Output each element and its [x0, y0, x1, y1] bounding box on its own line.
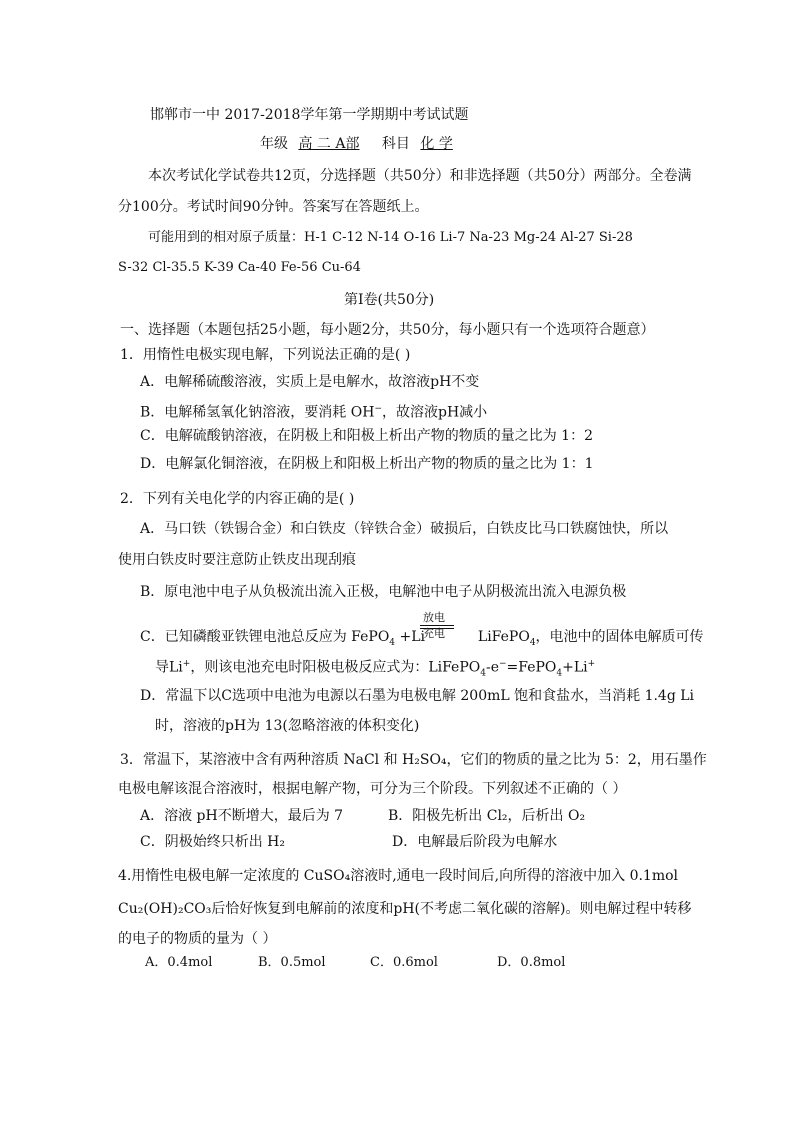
q4-option-c: C．0.6mol — [370, 955, 438, 970]
grade-subject-line — [260, 134, 453, 154]
q4-stem-line-1: 4.用惰性电极电解一定浓度的 CuSO₄溶液时,通电一段时间后,向所得的溶液中加入 0.1mol — [118, 868, 679, 884]
q3-option-c: C．阴极始终只析出 H₂ — [140, 834, 285, 850]
q1-option-a: A．电解稀硫酸溶液，实质上是电解水，故溶液pH不变 — [140, 374, 480, 390]
q4-stem-line-3: 的电子的物质的量为（ ） — [118, 931, 277, 947]
q1-option-d: D．电解氯化铜溶液，在阴极上和阳极上析出产物的物质的量之比为 1：1 — [140, 456, 594, 472]
grade-value: 高 二 A部 — [298, 136, 360, 152]
q2-option-c-line-2: 导Li+，则该电池充电时阳极电极反应式为：LiFePO$_4$-e−=FePO$_4$+Li+ — [155, 659, 596, 679]
q3-option-b: B．阳极先析出 Cl₂，后析出 O₂ — [388, 808, 586, 824]
q3-stem-line-2: 电极电解该混合溶液时，根据电解产物，可分为三个阶段。下列叙述不正确的（ ） — [118, 781, 627, 797]
q1-stem: 1．用惰性电极实现电解，下列说法正确的是( ) — [120, 347, 411, 363]
atomic-mass-line-1: 可能用到的相对原子质量：H-1 C-12 N-14 O-16 Li-7 Na-23 Mg-24 Al-27 Si-28 — [148, 230, 633, 245]
section-instruction: 一、选择题（本题包括25小题，每小题2分，共50分，每小题只有一个选项符合题意） — [120, 322, 655, 338]
q2-option-b: B．原电池中电子从负极流出流入正极，电解池中电子从阴极流出流入电源负极 — [140, 584, 627, 600]
q2-option-a-line-1: A．马口铁（铁锡合金）和白铁皮（锌铁合金）破损后，白铁皮比马口铁腐蚀快，所以 — [140, 521, 669, 537]
q4-option-b: B．0.5mol — [258, 955, 326, 970]
q3-option-d: D．电解最后阶段为电解水 — [392, 834, 558, 850]
q4-stem-line-2: Cu₂(OH)₂CO₃后恰好恢复到电解前的浓度和pH(不考虑二氧化碳的溶解)。则电解过程中转移 — [118, 901, 692, 917]
subject-value: 化 学 — [420, 136, 453, 152]
subject-label: 科目 — [381, 136, 410, 152]
exam-title: 邯郸市一中 2017-2018学年第一学期期中考试试题 — [150, 107, 469, 123]
q2-option-d-line-2: 时，溶液的pH为 13(忽略溶液的体积变化) — [155, 718, 420, 734]
q1-option-c: C．电解硫酸钠溶液，在阴极上和阳极上析出产物的物质的量之比为 1：2 — [140, 428, 593, 444]
q1-option-b: B．电解稀氢氧化钠溶液，要消耗 OH−，故溶液pH减小 — [140, 404, 488, 421]
q2-option-c-line-1: C．已知磷酸亚铁锂电池总反应为 FePO$_4$ +Li LiFePO$_4$，电池中的固体电解质可传 — [140, 629, 704, 648]
intro-line-1: 本次考试化学试卷共12页，分选择题（共50分）和非选择题（共50分）两部分。全卷满 — [148, 168, 692, 184]
q3-stem-line-1: 3．常温下，某溶液中含有两种溶质 NaCl 和 H₂SO₄，它们的物质的量之比为 5：2，用石墨作 — [120, 752, 707, 768]
atomic-mass-line-2: S-32 Cl-35.5 K-39 Ca-40 Fe-56 Cu-64 — [118, 260, 361, 275]
q2-stem: 2．下列有关电化学的内容正确的是( ) — [120, 491, 355, 507]
q2-option-d-line-1: D．常温下以C选项中电池为电源以石墨为电极电解 200mL 饱和食盐水，当消耗 1.4g Li — [140, 688, 695, 704]
q2-option-a-line-2: 使用白铁皮时要注意防止铁皮出现刮痕 — [118, 552, 356, 568]
discharge-charge-arrow: 放电 充电 — [420, 612, 454, 642]
grade-label: 年级 — [260, 136, 288, 152]
q4-option-a: A．0.4mol — [145, 955, 213, 970]
q4-option-d: D．0.8mol — [497, 955, 566, 970]
section-title: 第Ⅰ卷(共50分) — [344, 292, 435, 308]
q3-option-a: A．溶液 pH不断增大，最后为 7 — [140, 808, 344, 824]
intro-line-2: 分100分。考试时间90分钟。答案写在答题纸上。 — [118, 199, 429, 215]
